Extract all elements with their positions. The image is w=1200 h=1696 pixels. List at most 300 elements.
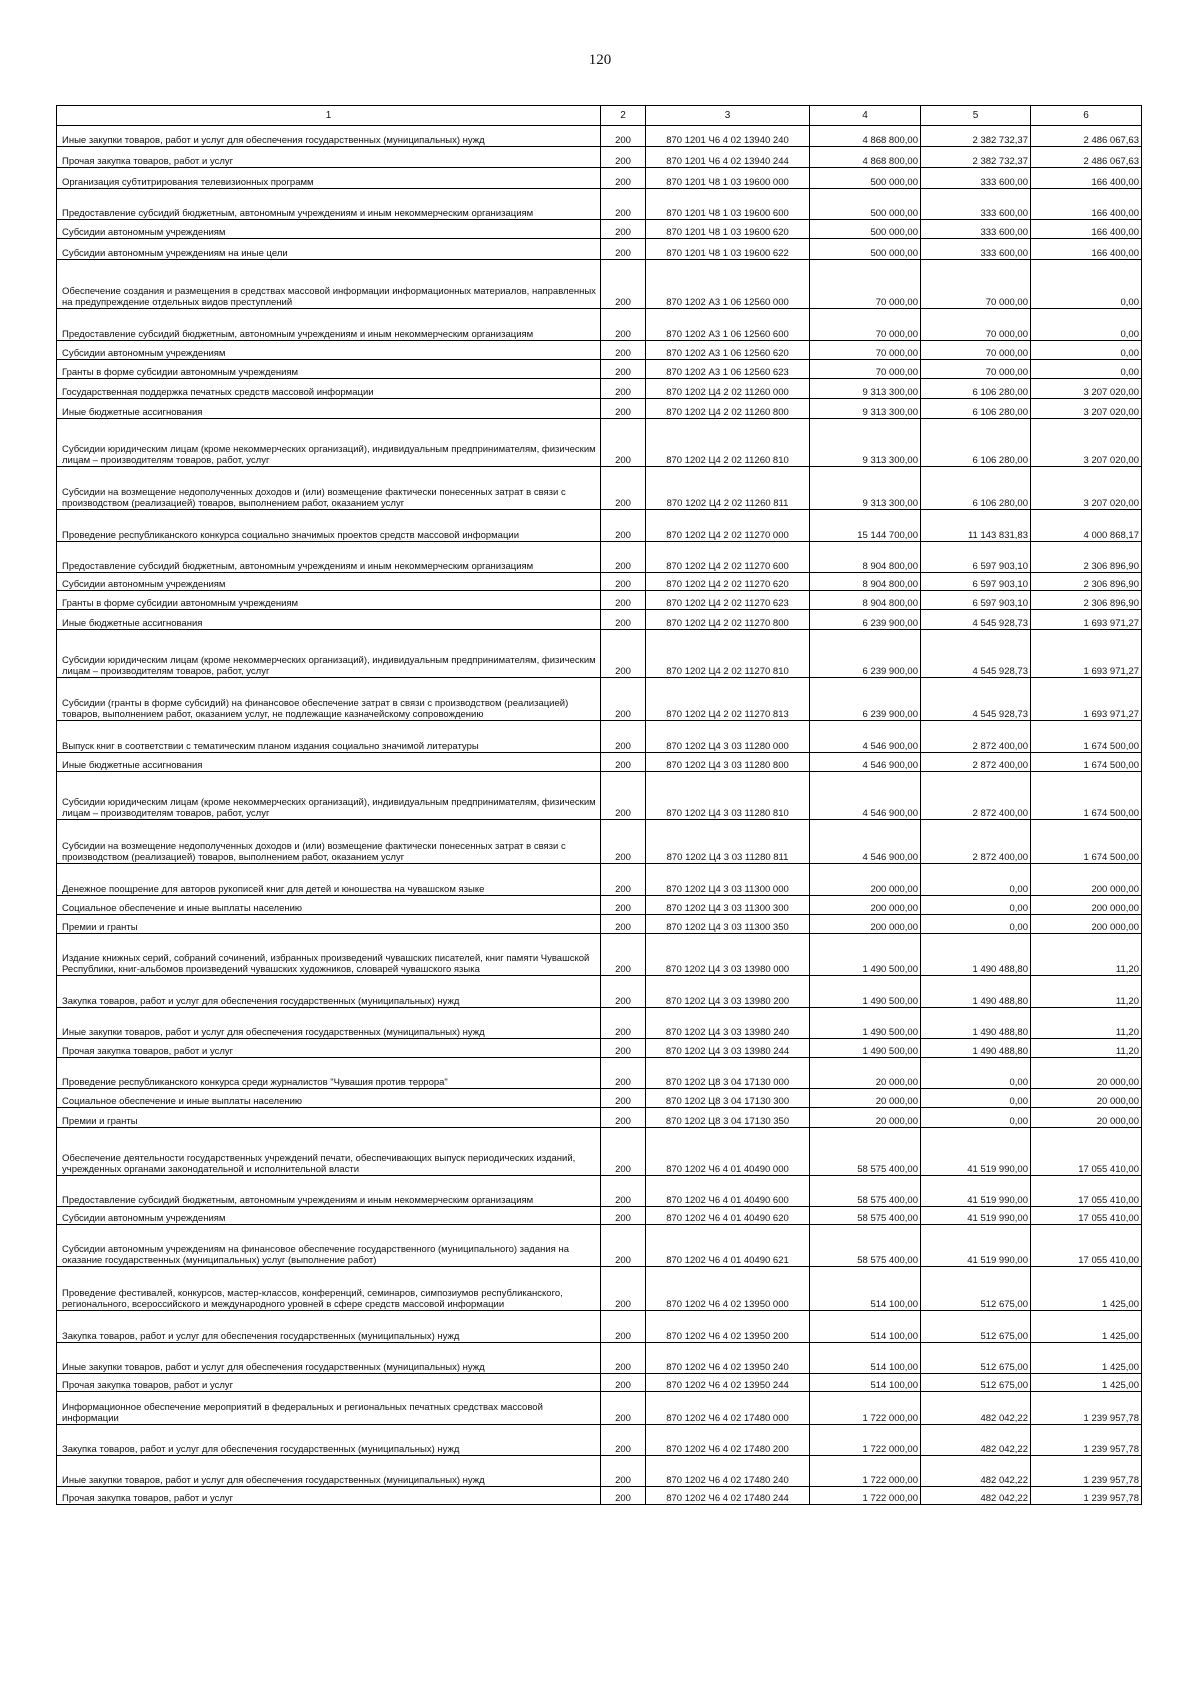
row-value-5: 6 597 903,10 xyxy=(921,542,1031,573)
row-code: 870 1202 Ц4 3 03 11280 000 xyxy=(646,721,810,753)
row-value-6: 166 400,00 xyxy=(1031,168,1142,189)
row-value-6: 2 306 896,90 xyxy=(1031,591,1142,610)
row-code: 870 1202 Ч6 4 01 40490 620 xyxy=(646,1207,810,1225)
row-name: Субсидии на возмещение недополученных доходов и (или) возмещение фактически понесенных затрат в связи с производством (реализацией) товаров, выполнением работ, оказанием услуг xyxy=(57,820,601,864)
row-code: 870 1201 Ч8 1 03 19600 620 xyxy=(646,220,810,239)
row-value-6: 3 207 020,00 xyxy=(1031,419,1142,467)
table-row xyxy=(57,260,1142,309)
row-value-4: 15 144 700,00 xyxy=(810,510,921,542)
row-code: 870 1201 Ч8 1 03 19600 622 xyxy=(646,239,810,260)
row-value-4: 20 000,00 xyxy=(810,1058,921,1089)
row-name: Субсидии юридическим лицам (кроме некоммерческих организаций), индивидуальным предпринимателям, физическим лицам – производителям товаров, работ, услуг xyxy=(57,419,601,467)
row-value-6: 3 207 020,00 xyxy=(1031,379,1142,399)
row-value-5: 1 490 488,80 xyxy=(921,934,1031,976)
row-col2: 200 xyxy=(601,1425,646,1456)
table-row xyxy=(57,1425,1142,1456)
table-row xyxy=(57,126,1142,147)
row-name: Субсидии автономным учреждениям xyxy=(57,573,601,591)
table-row xyxy=(57,864,1142,896)
table-row xyxy=(57,360,1142,379)
row-name: Субсидии автономным учреждениям xyxy=(57,1207,601,1225)
row-value-6: 17 055 410,00 xyxy=(1031,1176,1142,1207)
table-row xyxy=(57,678,1142,721)
row-code: 870 1201 Ч8 1 03 19600 000 xyxy=(646,168,810,189)
row-col2: 200 xyxy=(601,309,646,341)
row-value-5: 333 600,00 xyxy=(921,239,1031,260)
row-value-6: 17 055 410,00 xyxy=(1031,1207,1142,1225)
row-value-6: 1 693 971,27 xyxy=(1031,678,1142,721)
row-code: 870 1202 Ц4 2 02 11260 800 xyxy=(646,399,810,419)
table-row xyxy=(57,1008,1142,1039)
table-row xyxy=(57,591,1142,610)
row-col2: 200 xyxy=(601,510,646,542)
row-value-4: 1 722 000,00 xyxy=(810,1487,921,1505)
row-value-4: 500 000,00 xyxy=(810,168,921,189)
row-name: Государственная поддержка печатных средств массовой информации xyxy=(57,379,601,399)
row-col2: 200 xyxy=(601,379,646,399)
row-value-5: 41 519 990,00 xyxy=(921,1128,1031,1176)
row-col2: 200 xyxy=(601,1058,646,1089)
row-value-4: 9 313 300,00 xyxy=(810,419,921,467)
table-row xyxy=(57,309,1142,341)
row-code: 870 1201 Ч6 4 02 13940 244 xyxy=(646,147,810,168)
table-row xyxy=(57,1374,1142,1392)
row-value-5: 0,00 xyxy=(921,1108,1031,1128)
row-code: 870 1202 Ц4 2 02 11270 810 xyxy=(646,630,810,678)
row-code: 870 1202 А3 1 06 12560 000 xyxy=(646,260,810,309)
table-row xyxy=(57,220,1142,239)
row-code: 870 1202 Ц8 3 04 17130 300 xyxy=(646,1089,810,1108)
row-col2: 200 xyxy=(601,915,646,934)
row-code: 870 1202 Ц4 2 02 11270 800 xyxy=(646,610,810,630)
row-value-4: 20 000,00 xyxy=(810,1108,921,1128)
row-value-6: 1 674 500,00 xyxy=(1031,772,1142,820)
header-col-3: 3 xyxy=(646,106,810,126)
budget-table xyxy=(56,105,1142,1505)
row-value-4: 6 239 900,00 xyxy=(810,630,921,678)
table-row xyxy=(57,1392,1142,1425)
row-value-5: 70 000,00 xyxy=(921,260,1031,309)
row-code: 870 1202 А3 1 06 12560 620 xyxy=(646,341,810,360)
row-value-5: 1 490 488,80 xyxy=(921,1008,1031,1039)
row-col2: 200 xyxy=(601,1108,646,1128)
row-value-4: 514 100,00 xyxy=(810,1343,921,1374)
row-code: 870 1202 Ц4 3 03 11280 811 xyxy=(646,820,810,864)
row-code: 870 1202 Ч6 4 02 13950 244 xyxy=(646,1374,810,1392)
row-name: Субсидии автономным учреждениям на финансовое обеспечение государственного (муниципального) задания на оказание государственных (муниципальных) услуг (выполнение работ) xyxy=(57,1225,601,1267)
row-col2: 200 xyxy=(601,1039,646,1058)
table-row xyxy=(57,341,1142,360)
row-name: Иные бюджетные ассигнования xyxy=(57,753,601,772)
row-code: 870 1202 Ц4 3 03 11300 000 xyxy=(646,864,810,896)
row-value-4: 9 313 300,00 xyxy=(810,379,921,399)
table-row xyxy=(57,610,1142,630)
row-name: Премии и гранты xyxy=(57,915,601,934)
row-value-4: 8 904 800,00 xyxy=(810,573,921,591)
row-value-4: 70 000,00 xyxy=(810,260,921,309)
row-value-6: 166 400,00 xyxy=(1031,239,1142,260)
row-value-5: 2 382 732,37 xyxy=(921,147,1031,168)
row-value-4: 4 546 900,00 xyxy=(810,753,921,772)
row-value-4: 70 000,00 xyxy=(810,341,921,360)
row-value-5: 482 042,22 xyxy=(921,1456,1031,1487)
page-number: 120 xyxy=(588,52,612,68)
row-name: Обеспечение деятельности государственных учреждений печати, обеспечивающих выпуск периодических изданий, учрежденных органами законодательной и исполнительной власти xyxy=(57,1128,601,1176)
row-code: 870 1202 Ч6 4 02 13950 240 xyxy=(646,1343,810,1374)
row-value-5: 70 000,00 xyxy=(921,309,1031,341)
table-row xyxy=(57,820,1142,864)
row-value-4: 500 000,00 xyxy=(810,189,921,220)
row-value-4: 8 904 800,00 xyxy=(810,591,921,610)
row-value-6: 2 486 067,63 xyxy=(1031,147,1142,168)
row-value-5: 333 600,00 xyxy=(921,168,1031,189)
row-value-4: 200 000,00 xyxy=(810,915,921,934)
row-name: Субсидии юридическим лицам (кроме некоммерческих организаций), индивидуальным предпринимателям, физическим лицам – производителям товаров, работ, услуг xyxy=(57,772,601,820)
row-col2: 200 xyxy=(601,260,646,309)
row-name: Прочая закупка товаров, работ и услуг xyxy=(57,1039,601,1058)
row-value-6: 11,20 xyxy=(1031,1008,1142,1039)
row-value-5: 2 872 400,00 xyxy=(921,772,1031,820)
table-row xyxy=(57,1456,1142,1487)
row-value-5: 0,00 xyxy=(921,896,1031,915)
row-code: 870 1202 Ч6 4 01 40490 000 xyxy=(646,1128,810,1176)
row-col2: 200 xyxy=(601,189,646,220)
row-name: Иные бюджетные ассигнования xyxy=(57,399,601,419)
row-col2: 200 xyxy=(601,1392,646,1425)
row-value-6: 1 425,00 xyxy=(1031,1267,1142,1311)
row-value-6: 0,00 xyxy=(1031,341,1142,360)
row-value-4: 1 722 000,00 xyxy=(810,1456,921,1487)
row-value-5: 482 042,22 xyxy=(921,1487,1031,1505)
row-value-6: 200 000,00 xyxy=(1031,896,1142,915)
row-value-5: 70 000,00 xyxy=(921,341,1031,360)
row-value-5: 2 872 400,00 xyxy=(921,820,1031,864)
row-value-5: 512 675,00 xyxy=(921,1374,1031,1392)
table-row xyxy=(57,753,1142,772)
row-value-5: 6 597 903,10 xyxy=(921,591,1031,610)
row-code: 870 1202 Ч6 4 02 17480 240 xyxy=(646,1456,810,1487)
row-value-4: 4 868 800,00 xyxy=(810,126,921,147)
row-col2: 200 xyxy=(601,147,646,168)
row-value-5: 2 382 732,37 xyxy=(921,126,1031,147)
row-code: 870 1202 Ц4 3 03 11280 810 xyxy=(646,772,810,820)
table-row xyxy=(57,1058,1142,1089)
row-value-5: 4 545 928,73 xyxy=(921,630,1031,678)
row-value-5: 0,00 xyxy=(921,1089,1031,1108)
row-name: Проведение республиканского конкурса среди журналистов "Чувашия против террора" xyxy=(57,1058,601,1089)
row-value-6: 0,00 xyxy=(1031,360,1142,379)
row-code: 870 1202 Ц4 3 03 11300 300 xyxy=(646,896,810,915)
row-name: Субсидии автономным учреждениям xyxy=(57,220,601,239)
row-value-4: 70 000,00 xyxy=(810,360,921,379)
row-value-5: 482 042,22 xyxy=(921,1425,1031,1456)
row-value-4: 58 575 400,00 xyxy=(810,1225,921,1267)
row-value-6: 200 000,00 xyxy=(1031,864,1142,896)
table-row xyxy=(57,573,1142,591)
row-value-5: 4 545 928,73 xyxy=(921,678,1031,721)
row-value-5: 0,00 xyxy=(921,864,1031,896)
row-name: Обеспечение создания и размещения в средствах массовой информации информационных материалов, направленных на предупреждение отдельных видов преступлений xyxy=(57,260,601,309)
row-value-4: 4 868 800,00 xyxy=(810,147,921,168)
row-value-4: 8 904 800,00 xyxy=(810,542,921,573)
row-col2: 200 xyxy=(601,1487,646,1505)
row-name: Иные закупки товаров, работ и услуг для обеспечения государственных (муниципальных) нужд xyxy=(57,1008,601,1039)
row-name: Гранты в форме субсидии автономным учреждениям xyxy=(57,591,601,610)
row-col2: 200 xyxy=(601,1456,646,1487)
row-value-4: 70 000,00 xyxy=(810,309,921,341)
row-value-6: 11,20 xyxy=(1031,976,1142,1008)
table-row xyxy=(57,399,1142,419)
row-col2: 200 xyxy=(601,341,646,360)
row-value-4: 514 100,00 xyxy=(810,1374,921,1392)
row-code: 870 1202 Ц4 2 02 11270 600 xyxy=(646,542,810,573)
row-col2: 200 xyxy=(601,678,646,721)
table-row xyxy=(57,1225,1142,1267)
row-value-5: 0,00 xyxy=(921,915,1031,934)
row-code: 870 1202 Ч6 4 02 13950 200 xyxy=(646,1311,810,1343)
row-value-6: 4 000 868,17 xyxy=(1031,510,1142,542)
row-value-5: 512 675,00 xyxy=(921,1311,1031,1343)
row-name: Субсидии автономным учреждениям xyxy=(57,341,601,360)
row-value-6: 17 055 410,00 xyxy=(1031,1128,1142,1176)
row-col2: 200 xyxy=(601,168,646,189)
table-row xyxy=(57,1267,1142,1311)
table-row xyxy=(57,1176,1142,1207)
row-value-5: 6 106 280,00 xyxy=(921,467,1031,510)
row-value-5: 333 600,00 xyxy=(921,189,1031,220)
row-col2: 200 xyxy=(601,591,646,610)
row-value-6: 1 239 957,78 xyxy=(1031,1392,1142,1425)
row-col2: 200 xyxy=(601,772,646,820)
row-code: 870 1202 Ц4 2 02 11260 000 xyxy=(646,379,810,399)
table-row xyxy=(57,630,1142,678)
row-code: 870 1202 Ч6 4 01 40490 621 xyxy=(646,1225,810,1267)
row-value-6: 1 239 957,78 xyxy=(1031,1456,1142,1487)
row-code: 870 1202 Ц4 2 02 11260 810 xyxy=(646,419,810,467)
table-row xyxy=(57,1039,1142,1058)
row-col2: 200 xyxy=(601,239,646,260)
row-value-4: 500 000,00 xyxy=(810,239,921,260)
row-code: 870 1202 Ц4 3 03 11300 350 xyxy=(646,915,810,934)
row-value-4: 4 546 900,00 xyxy=(810,772,921,820)
row-value-4: 6 239 900,00 xyxy=(810,678,921,721)
row-col2: 200 xyxy=(601,1008,646,1039)
row-value-6: 2 306 896,90 xyxy=(1031,542,1142,573)
row-value-6: 0,00 xyxy=(1031,260,1142,309)
row-name: Субсидии (гранты в форме субсидий) на финансовое обеспечение затрат в связи с производством (реализацией) товаров, выполнением работ, оказанием услуг, не подлежащие казначейскому сопровождению xyxy=(57,678,601,721)
row-name: Прочая закупка товаров, работ и услуг xyxy=(57,147,601,168)
row-value-4: 4 546 900,00 xyxy=(810,721,921,753)
row-value-6: 1 693 971,27 xyxy=(1031,630,1142,678)
row-col2: 200 xyxy=(601,1267,646,1311)
table-row xyxy=(57,1207,1142,1225)
row-name: Денежное поощрение для авторов рукописей книг для детей и юношества на чувашском языке xyxy=(57,864,601,896)
row-name: Закупка товаров, работ и услуг для обеспечения государственных (муниципальных) нужд xyxy=(57,976,601,1008)
row-name: Предоставление субсидий бюджетным, автономным учреждениям и иным некоммерческим организациям xyxy=(57,1176,601,1207)
row-value-4: 200 000,00 xyxy=(810,896,921,915)
row-col2: 200 xyxy=(601,399,646,419)
row-value-4: 200 000,00 xyxy=(810,864,921,896)
row-col2: 200 xyxy=(601,220,646,239)
row-value-4: 58 575 400,00 xyxy=(810,1176,921,1207)
row-col2: 200 xyxy=(601,820,646,864)
row-value-6: 3 207 020,00 xyxy=(1031,467,1142,510)
budget-table-container xyxy=(56,105,1141,1505)
row-col2: 200 xyxy=(601,467,646,510)
table-row xyxy=(57,772,1142,820)
row-col2: 200 xyxy=(601,864,646,896)
row-value-4: 1 490 500,00 xyxy=(810,934,921,976)
row-code: 870 1202 Ц4 3 03 11280 800 xyxy=(646,753,810,772)
row-value-5: 1 490 488,80 xyxy=(921,1039,1031,1058)
table-row xyxy=(57,896,1142,915)
table-row xyxy=(57,1343,1142,1374)
row-value-6: 2 486 067,63 xyxy=(1031,126,1142,147)
row-code: 870 1202 Ц4 2 02 11260 811 xyxy=(646,467,810,510)
row-col2: 200 xyxy=(601,934,646,976)
table-row xyxy=(57,1089,1142,1108)
row-value-5: 6 597 903,10 xyxy=(921,573,1031,591)
row-value-6: 1 239 957,78 xyxy=(1031,1425,1142,1456)
row-col2: 200 xyxy=(601,360,646,379)
row-value-5: 6 106 280,00 xyxy=(921,419,1031,467)
row-col2: 200 xyxy=(601,573,646,591)
row-value-6: 11,20 xyxy=(1031,1039,1142,1058)
table-body xyxy=(57,126,1142,1505)
row-code: 870 1201 Ч8 1 03 19600 600 xyxy=(646,189,810,220)
row-value-5: 2 872 400,00 xyxy=(921,753,1031,772)
row-value-6: 1 425,00 xyxy=(1031,1311,1142,1343)
row-code: 870 1202 Ч6 4 01 40490 600 xyxy=(646,1176,810,1207)
row-value-4: 1 490 500,00 xyxy=(810,1008,921,1039)
row-value-6: 1 674 500,00 xyxy=(1031,820,1142,864)
row-col2: 200 xyxy=(601,976,646,1008)
table-row xyxy=(57,379,1142,399)
row-value-5: 11 143 831,83 xyxy=(921,510,1031,542)
row-code: 870 1202 Ц4 3 03 13980 240 xyxy=(646,1008,810,1039)
row-value-6: 1 674 500,00 xyxy=(1031,753,1142,772)
row-value-6: 1 425,00 xyxy=(1031,1343,1142,1374)
row-col2: 200 xyxy=(601,1207,646,1225)
row-value-6: 1 425,00 xyxy=(1031,1374,1142,1392)
row-value-5: 41 519 990,00 xyxy=(921,1225,1031,1267)
row-code: 870 1201 Ч6 4 02 13940 240 xyxy=(646,126,810,147)
row-value-5: 512 675,00 xyxy=(921,1343,1031,1374)
row-value-5: 41 519 990,00 xyxy=(921,1207,1031,1225)
row-value-6: 1 674 500,00 xyxy=(1031,721,1142,753)
header-col-4: 4 xyxy=(810,106,921,126)
row-value-4: 1 722 000,00 xyxy=(810,1392,921,1425)
row-name: Закупка товаров, работ и услуг для обеспечения государственных (муниципальных) нужд xyxy=(57,1311,601,1343)
row-value-6: 200 000,00 xyxy=(1031,915,1142,934)
row-value-6: 1 239 957,78 xyxy=(1031,1487,1142,1505)
row-value-6: 1 693 971,27 xyxy=(1031,610,1142,630)
row-name: Издание книжных серий, собраний сочинений, избранных произведений чувашских писателей, книг памяти Чувашской Республики, книг-альбомов произведений чувашских художников, словарей чувашского языка xyxy=(57,934,601,976)
row-value-5: 6 106 280,00 xyxy=(921,399,1031,419)
header-col-2: 2 xyxy=(601,106,646,126)
row-value-6: 20 000,00 xyxy=(1031,1108,1142,1128)
table-row xyxy=(57,189,1142,220)
table-row xyxy=(57,1108,1142,1128)
row-col2: 200 xyxy=(601,542,646,573)
row-value-4: 58 575 400,00 xyxy=(810,1128,921,1176)
row-value-6: 2 306 896,90 xyxy=(1031,573,1142,591)
row-code: 870 1202 Ч6 4 02 17480 000 xyxy=(646,1392,810,1425)
table-row xyxy=(57,542,1142,573)
row-code: 870 1202 А3 1 06 12560 623 xyxy=(646,360,810,379)
row-value-6: 166 400,00 xyxy=(1031,220,1142,239)
row-value-4: 514 100,00 xyxy=(810,1267,921,1311)
row-code: 870 1202 Ц4 2 02 11270 620 xyxy=(646,573,810,591)
row-name: Проведение фестивалей, конкурсов, мастер-классов, конференций, семинаров, симпозиумов республиканского, регионального, всероссийского и международного уровней в сфере средств массовой информации xyxy=(57,1267,601,1311)
header-col-6: 6 xyxy=(1031,106,1142,126)
row-code: 870 1202 Ц4 3 03 13980 000 xyxy=(646,934,810,976)
row-name: Иные закупки товаров, работ и услуг для обеспечения государственных (муниципальных) нужд xyxy=(57,1456,601,1487)
row-col2: 200 xyxy=(601,1089,646,1108)
row-value-6: 20 000,00 xyxy=(1031,1058,1142,1089)
row-name: Проведение республиканского конкурса социально значимых проектов средств массовой информации xyxy=(57,510,601,542)
row-value-6: 20 000,00 xyxy=(1031,1089,1142,1108)
row-col2: 200 xyxy=(601,896,646,915)
row-col2: 200 xyxy=(601,610,646,630)
table-row xyxy=(57,1311,1142,1343)
table-row xyxy=(57,1487,1142,1505)
row-name: Прочая закупка товаров, работ и услуг xyxy=(57,1374,601,1392)
row-value-6: 0,00 xyxy=(1031,309,1142,341)
row-value-5: 6 106 280,00 xyxy=(921,379,1031,399)
table-row xyxy=(57,147,1142,168)
row-value-5: 1 490 488,80 xyxy=(921,976,1031,1008)
row-value-6: 3 207 020,00 xyxy=(1031,399,1142,419)
table-row xyxy=(57,467,1142,510)
table-row xyxy=(57,510,1142,542)
row-value-6: 166 400,00 xyxy=(1031,189,1142,220)
row-name: Организация субтитрирования телевизионных программ xyxy=(57,168,601,189)
table-row xyxy=(57,1128,1142,1176)
row-name: Закупка товаров, работ и услуг для обеспечения государственных (муниципальных) нужд xyxy=(57,1425,601,1456)
table-row xyxy=(57,934,1142,976)
row-code: 870 1202 Ц4 3 03 13980 244 xyxy=(646,1039,810,1058)
row-value-4: 9 313 300,00 xyxy=(810,467,921,510)
row-value-4: 9 313 300,00 xyxy=(810,399,921,419)
row-name: Предоставление субсидий бюджетным, автономным учреждениям и иным некоммерческим организациям xyxy=(57,309,601,341)
row-value-5: 2 872 400,00 xyxy=(921,721,1031,753)
row-name: Иные закупки товаров, работ и услуг для обеспечения государственных (муниципальных) нужд xyxy=(57,126,601,147)
row-name: Гранты в форме субсидии автономным учреждениям xyxy=(57,360,601,379)
header-col-5: 5 xyxy=(921,106,1031,126)
row-col2: 200 xyxy=(601,721,646,753)
row-col2: 200 xyxy=(601,753,646,772)
row-value-5: 512 675,00 xyxy=(921,1267,1031,1311)
row-name: Выпуск книг в соответствии с тематическим планом издания социально значимой литературы xyxy=(57,721,601,753)
row-col2: 200 xyxy=(601,1176,646,1207)
table-row xyxy=(57,239,1142,260)
row-value-4: 500 000,00 xyxy=(810,220,921,239)
row-code: 870 1202 Ч6 4 02 13950 000 xyxy=(646,1267,810,1311)
table-row xyxy=(57,976,1142,1008)
table-row xyxy=(57,915,1142,934)
row-code: 870 1202 Ц4 2 02 11270 813 xyxy=(646,678,810,721)
row-value-5: 333 600,00 xyxy=(921,220,1031,239)
row-col2: 200 xyxy=(601,1311,646,1343)
row-value-4: 4 546 900,00 xyxy=(810,820,921,864)
row-name: Предоставление субсидий бюджетным, автономным учреждениям и иным некоммерческим организациям xyxy=(57,189,601,220)
row-col2: 200 xyxy=(601,630,646,678)
row-value-6: 17 055 410,00 xyxy=(1031,1225,1142,1267)
row-value-5: 70 000,00 xyxy=(921,360,1031,379)
row-code: 870 1202 Ч6 4 02 17480 200 xyxy=(646,1425,810,1456)
row-value-5: 0,00 xyxy=(921,1058,1031,1089)
